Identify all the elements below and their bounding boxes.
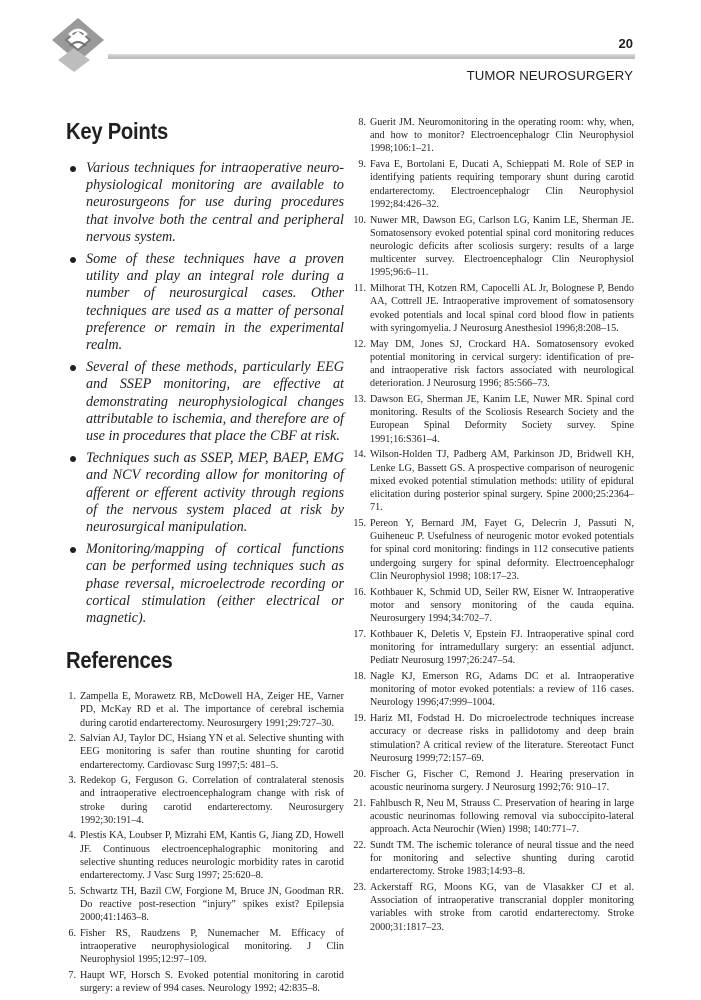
references-heading: References	[66, 647, 173, 674]
reference-item: 14. Wilson-Holden TJ, Padberg AM, Parkinson JD, Bridwell KH, Lenke LG, Bassett GS. A prospective comparison of neurogenic mixed evoked potential stimulation methods: utility of epidural elicitation during posterior spinal surgery. Spine 2000;25:2364–71.	[353, 449, 634, 514]
reference-item: 22. Sundt TM. The ischemic tolerance of neural tissue and the need for monitoring and selective shunting during carotid endarterectomy. Stroke 1983;14:93–8.	[353, 839, 634, 878]
reference-item: 17. Kothbauer K, Deletis V, Epstein FJ. Intraoperative spinal cord monitoring for intramedullary surgery: an essential adjunct. Pediatr Neurosurg 1997;26:247–54.	[353, 628, 634, 667]
reference-item: 6. Fisher RS, Raudzens P, Nunemacher M. Efficacy of intraoperative neurophysiological monitoring. J Clin Neurophysiol 1995;12:97–109.	[68, 927, 344, 966]
reference-item: 23. Ackerstaff RG, Moons KG, van de Vlasakker CJ et al. Association of intraoperative transcranial doppler monitoring variables with stroke from carotid endarterectomy. Stroke 2000;31:1817–23.	[353, 882, 634, 933]
key-point: Some of these techniques have a proven utility and play an integral role during a number of neurosurgical cases. Other techniques are used as a matter of personal preference or remain in the experimental realm.	[66, 251, 344, 354]
key-point: Various techniques for intraoperative neurophysiological monitoring are available to neurosurgeons for use during procedures that involve both the central and peripheral nervous system.	[66, 160, 344, 246]
bullet-icon	[70, 547, 76, 553]
key-points-list	[66, 160, 344, 627]
bullet-icon	[70, 365, 76, 371]
reference-item: 16. Kothbauer K, Schmid UD, Seiler RW, Eisner W. Intraoperative motor and sensory monitoring of the cauda equina. Neurosurgery 1994;34:702–7.	[353, 586, 634, 625]
reference-item: 4. Plestis KA, Loubser P, Mizrahi EM, Kantis G, Jiang ZD, Howell JF. Continuous electroencephalographic monitoring and selective shunting reduces neurologic morbidity rates in carotid endarterectomy. J Vasc Surg 1997; 25:620–8.	[68, 830, 344, 882]
reference-item: 7. Haupt WF, Horsch S. Evoked potential monitoring in carotid surgery: a review of 994 cases. Neurology 1992; 42:835–8.	[68, 969, 344, 994]
reference-item: 12. May DM, Jones SJ, Crockard HA. Somatosensory evoked potential monitoring in cervical surgery: identification of pre- and intraoperative risk factors associated with neurological deterioration. J Neurosurg 1996; 85:566–73.	[353, 338, 634, 390]
page-number: 20	[618, 36, 633, 51]
references-list-left	[66, 690, 344, 995]
right-column	[353, 116, 634, 936]
key-points-heading: Key Points	[66, 118, 168, 144]
reference-item: 21. Fahlbusch R, Neu M, Strauss C. Preservation of hearing in large acoustic neurinomas following removal via suboccipito-lateral approach. Acta Neurochir (Wien) 1998; 140:771–7.	[353, 797, 634, 836]
reference-item: 15. Pereon Y, Bernard JM, Fayet G, Delecrin J, Passuti N, Guiheneuc P. Usefulness of neurogenic motor evoked potentials for spinal cord monitoring: findings in 112 consecutive patients undergoing surgery for spinal deformity. Electroencephalogr Clin Neurophysiol 1998; 108:17–23.	[353, 518, 634, 582]
publisher-logo-icon	[44, 14, 114, 80]
bullet-icon	[70, 166, 76, 172]
key-point: Several of these methods, particularly EEG and SSEP monitoring, are effective at demonstrating neurophysiological changes attributable to ischemia, and therefore are of use in procedures that place the CBF at risk.	[66, 359, 344, 445]
header-rule	[108, 54, 635, 59]
left-column	[66, 118, 344, 997]
reference-item: 13. Dawson EG, Sherman JE, Kanim LE, Nuwer MR. Spinal cord monitoring. Results of the Scoliosis Research Society and the European Spinal Deformity Society survey. Spine 1991;16:S361–4.	[353, 394, 634, 445]
key-point: Techniques such as SSEP, MEP, BAEP, EMG and NCV recording allow for monitoring of afferent or efferent activity through regions of the nervous system placed at risk by neurosurgical manipulation.	[66, 450, 344, 536]
reference-item: 9. Fava E, Bortolani E, Ducati A, Schieppati M. Role of SEP in identifying patients requiring temporary shunt during carotid endarterectomy. Electroencephalogr Clin Neurophysiol 1992;84:426–32.	[358, 159, 634, 210]
bullet-icon	[70, 257, 76, 263]
reference-item: 3. Redekop G, Ferguson G. Correlation of contralateral stenosis and intraoperative electroencephalogram change with risk of stroke during carotid endarterectomy. Neurosurgery 1992;30:191–4.	[68, 775, 344, 826]
reference-item: 2. Salvian AJ, Taylor DC, Hsiang YN et al. Selective shunting with EEG monitoring is safer than routine shunting for carotid endarterectomy. Cardiovasc Surg 1997;5: 481–5.	[68, 733, 344, 771]
reference-item: 10. Nuwer MR, Dawson EG, Carlson LG, Kanim LE, Sherman JE. Somatosensory evoked potential spinal cord monitoring reduces neurologic deficits after scoliosis surgery: results of a large multicenter survey. Electroencephalogr Clin Neurophysiol 1995;96:6–11.	[353, 214, 634, 279]
references-list-right	[353, 116, 634, 934]
reference-item: 8. Guerit JM. Neuromonitoring in the operating room: why, when, and how to monitor? Electroencephalogr Clin Neurophysiol 1998;106:1–21.	[358, 117, 634, 155]
key-point: Monitoring/mapping of cortical functions can be performed using techniques such as phase reversal, microelectrode recording or cortical stimulation (either electrical or magnetic).	[66, 541, 344, 627]
bullet-icon	[70, 456, 76, 462]
reference-item: 20. Fischer G, Fischer C, Remond J. Hearing preservation in acoustic neurinoma surgery. J Neurosurg 1992;76: 910–17.	[353, 768, 634, 793]
reference-item: 18. Nagle KJ, Emerson RG, Adams DC et al. Intraoperative monitoring of motor evoked potentials: a review of 116 cases. Neurology 1996;47:999–1004.	[353, 671, 634, 709]
reference-item: 1. Zampella E, Morawetz RB, McDowell HA, Zeiger HE, Varner PD, McKay RD et al. The importance of cerebral ischemia during carotid endarterectomy. Neurosurgery 1991;29:727–30.	[68, 691, 344, 729]
reference-item: 11. Milhorat TH, Kotzen RM, Capocelli AL Jr, Bolognese P, Bendo AA, Cottrell JE. Intraoperative improvement of somatosensory evoked potentials and local spinal cord blood flow in patients with syringomyelia. J Neurosurg Anesthesiol 1996;8:208–15.	[353, 283, 634, 334]
running-head: TUMOR NEUROSURGERY	[466, 68, 633, 83]
reference-item: 5. Schwartz TH, Bazil CW, Forgione M, Bruce JN, Goodman RR. Do reactive post-resection “injury” spikes exist? Epilepsia 2000;41:1463–8.	[68, 885, 344, 924]
reference-item: 19. Hariz MI, Fodstad H. Do microelectrode techniques increase accuracy or decrease risks in pallidotomy and deep brain stimulation? A critical review of the literature. Stereotact Funct Neurosurg 1999;72:157–69.	[353, 713, 634, 764]
